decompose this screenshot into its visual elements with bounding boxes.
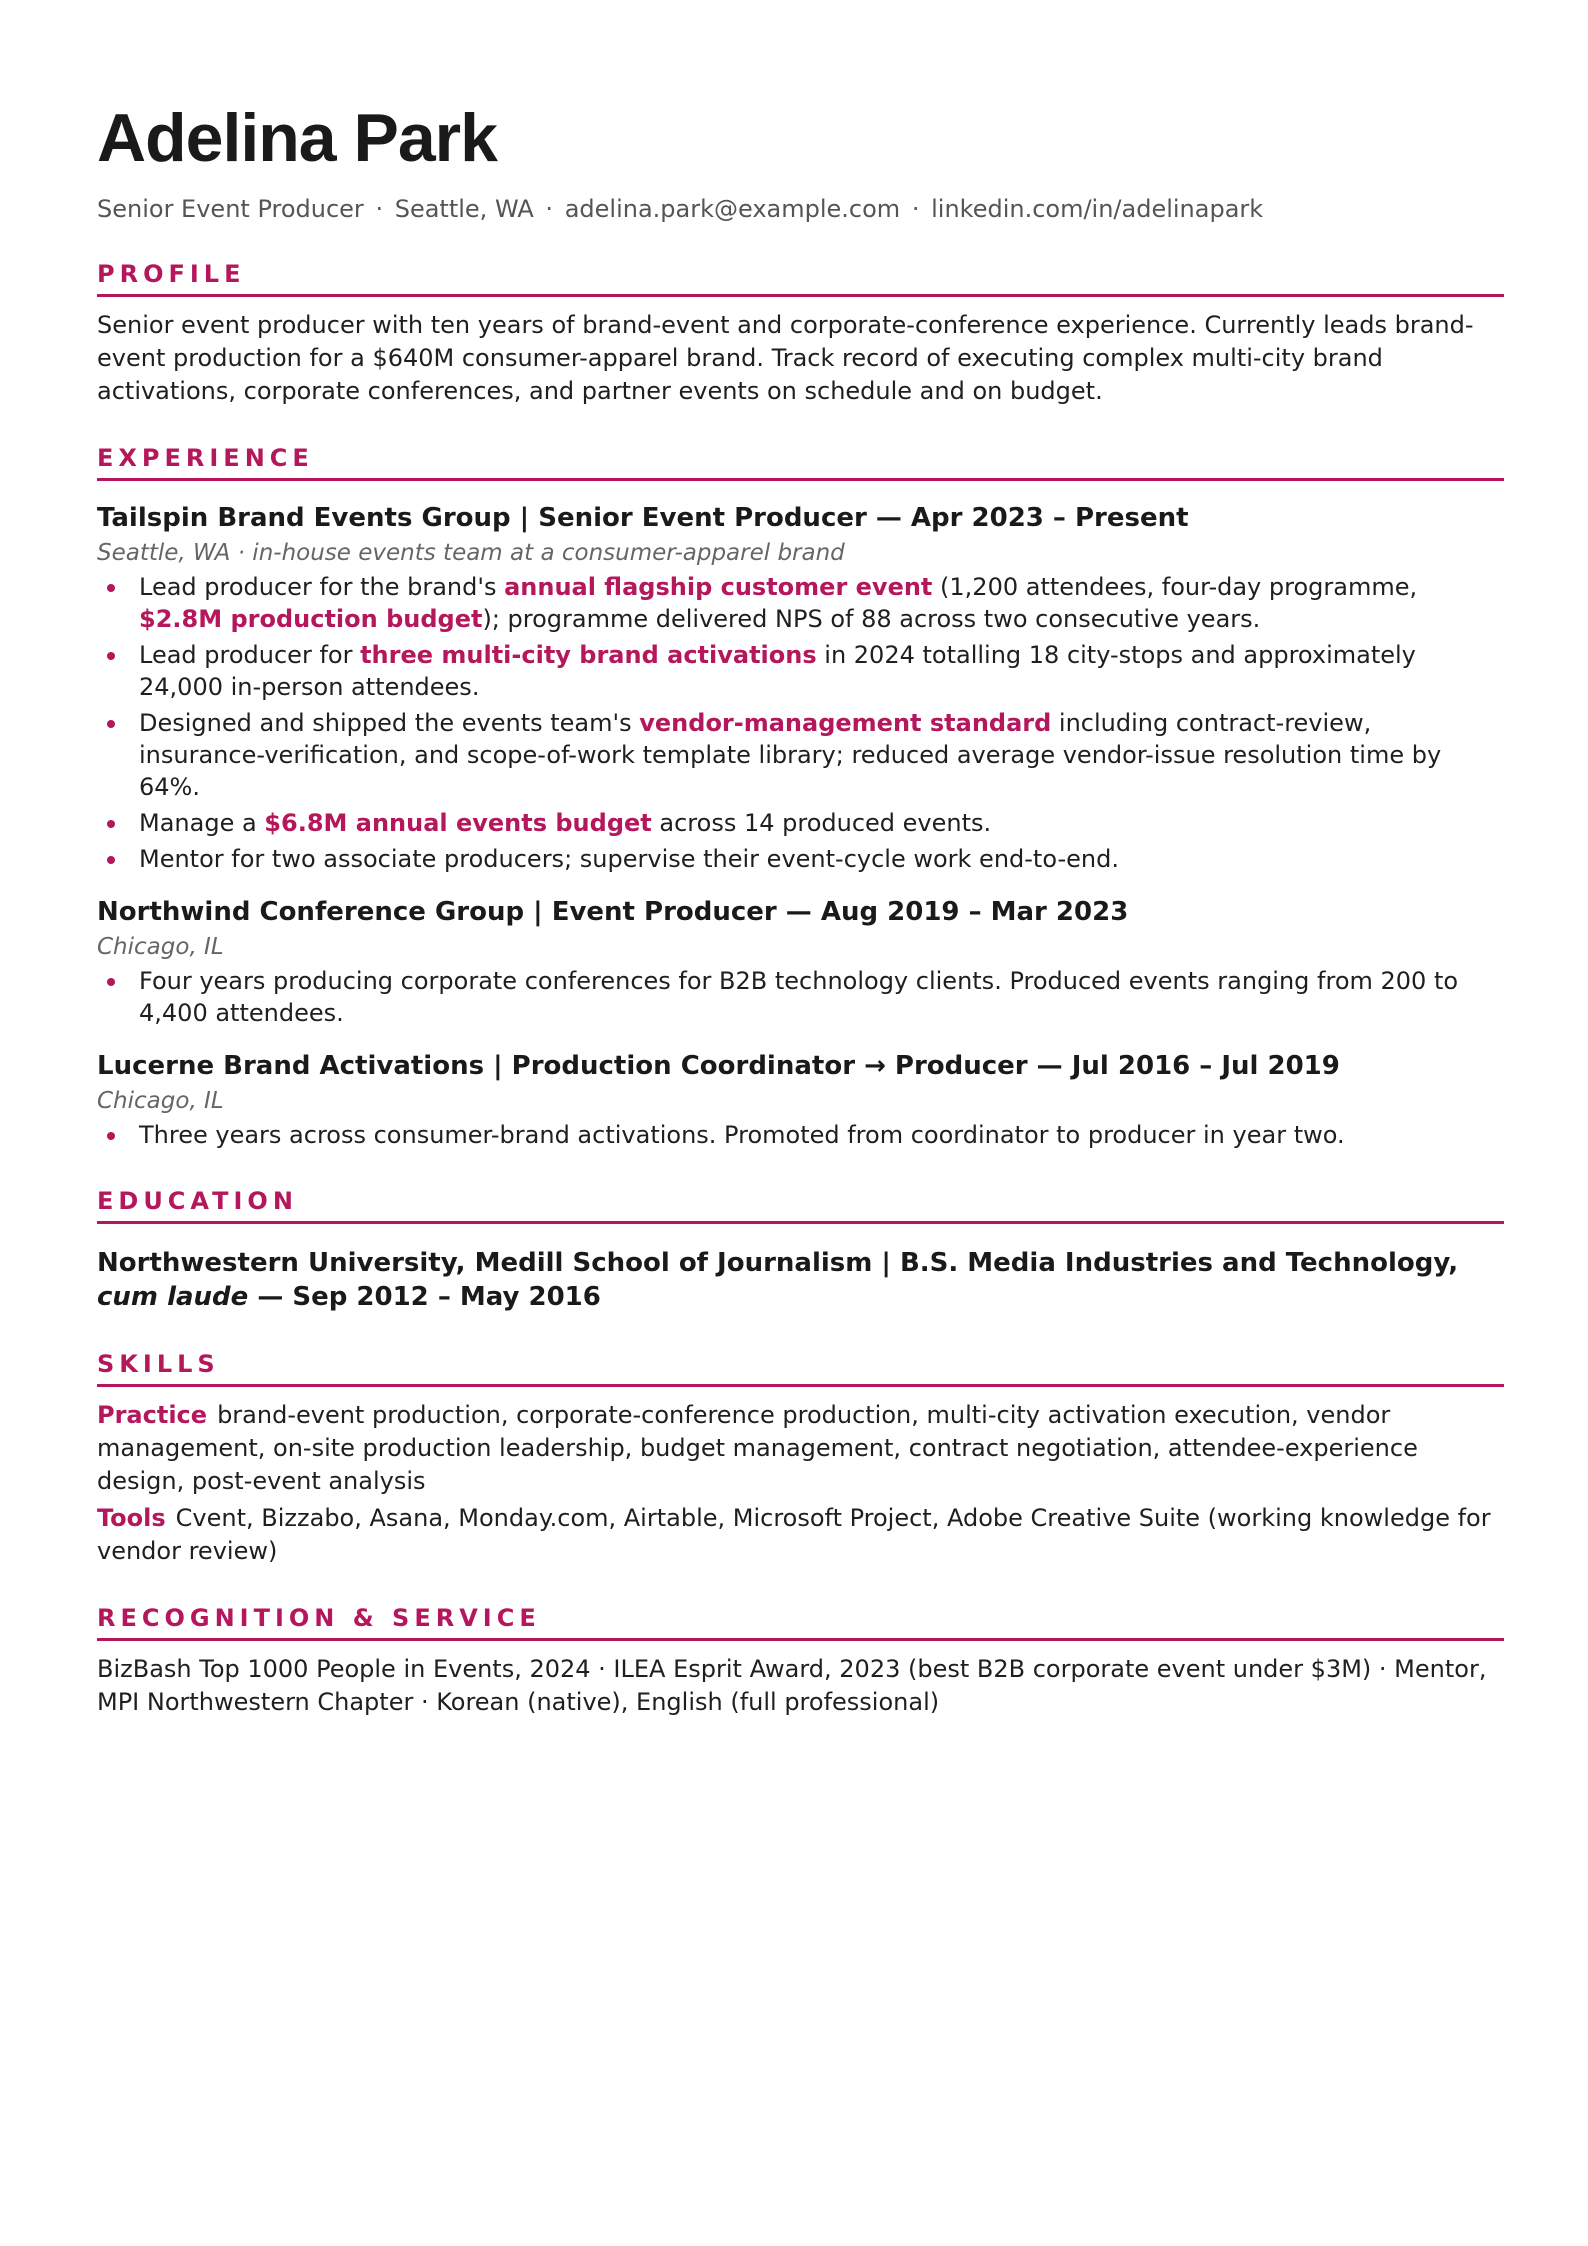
job-location: Chicago, IL bbox=[97, 1088, 224, 1114]
skill-label: Practice bbox=[97, 1401, 208, 1429]
contact-location: Seattle, WA bbox=[394, 195, 534, 223]
job-location: Seattle, WA · in-house events team at a consumer-apparel brand bbox=[97, 540, 845, 566]
contact-line bbox=[97, 194, 1504, 224]
bullet-item bbox=[97, 639, 1504, 703]
education-heading: EDUCATION bbox=[97, 1187, 1504, 1224]
bullet-text: Designed and shipped the events team's bbox=[139, 709, 640, 737]
experience-heading: EXPERIENCE bbox=[97, 444, 1504, 481]
experience-section bbox=[97, 444, 1504, 1151]
highlight-text: $6.8M annual events budget bbox=[264, 809, 652, 837]
skill-text: Cvent, Bizzabo, Asana, Monday.com, Airtable, Microsoft Project, Adobe Creative Suite (working knowledge for vendor review) bbox=[97, 1504, 1491, 1565]
bullet-text: (1,200 attendees, four-day programme, bbox=[932, 573, 1418, 601]
education-section bbox=[97, 1187, 1504, 1314]
profile-heading: PROFILE bbox=[97, 260, 1504, 297]
education-dates: — Sep 2012 – May 2016 bbox=[248, 1282, 601, 1312]
bullet-text: Lead producer for bbox=[139, 641, 361, 669]
bullet-item bbox=[97, 1119, 1504, 1151]
bullet-text: Four years producing corporate conferences for B2B technology clients. Produced events ranging from 200 to 4,400 attendees. bbox=[139, 967, 1459, 1027]
highlight-text: annual flagship customer event bbox=[504, 573, 933, 601]
experience-entry bbox=[97, 1049, 1504, 1151]
bullet-text: ); programme delivered NPS of 88 across two consecutive years. bbox=[482, 605, 1261, 633]
bullet-text: in 2024 totalling 18 city-stops and approximately 24,000 in-person attendees. bbox=[139, 641, 1416, 701]
contact-separator: · bbox=[545, 195, 554, 223]
bullet-item bbox=[97, 571, 1504, 635]
bullet-item bbox=[97, 965, 1504, 1029]
recognition-heading: RECOGNITION & SERVICE bbox=[97, 1604, 1504, 1641]
experience-entry bbox=[97, 501, 1504, 875]
experience-list bbox=[97, 501, 1504, 1151]
bullet-text: including contract-review, insurance-verification, and scope-of-work template library; reduced average vendor-issue resolution time by 64%. bbox=[139, 709, 1442, 801]
candidate-name: Adelina Park bbox=[97, 100, 497, 176]
bullet-text: Mentor for two associate producers; supervise their event-cycle work end-to-end. bbox=[139, 845, 1119, 873]
contact-linkedin[interactable]: linkedin.com/in/adelinapark bbox=[931, 195, 1264, 223]
education-honors: cum laude bbox=[97, 1282, 249, 1312]
skill-label: Tools bbox=[97, 1504, 166, 1532]
highlight-text: $2.8M production budget bbox=[139, 605, 483, 633]
education-main: Northwestern University, Medill School of Journalism | B.S. Media Industries and Technology, bbox=[97, 1248, 1459, 1278]
highlight-text: vendor-management standard bbox=[639, 709, 1052, 737]
skill-row-tools bbox=[97, 1502, 1504, 1568]
experience-entry bbox=[97, 895, 1504, 1029]
education-entry bbox=[97, 1246, 1504, 1314]
skill-row-practice bbox=[97, 1399, 1504, 1498]
job-bullets bbox=[97, 965, 1504, 1029]
bullet-text: Manage a bbox=[139, 809, 265, 837]
contact-title: Senior Event Producer bbox=[97, 195, 364, 223]
contact-separator: · bbox=[375, 195, 384, 223]
job-heading: Tailspin Brand Events Group | Senior Event Producer — Apr 2023 – Present bbox=[97, 503, 1189, 533]
job-bullets bbox=[97, 571, 1504, 875]
job-heading: Lucerne Brand Activations | Production Coordinator → Producer — Jul 2016 – Jul 2019 bbox=[97, 1051, 1340, 1081]
recognition-text: BizBash Top 1000 People in Events, 2024 · ILEA Esprit Award, 2023 (best B2B corporate event under $3M) · Mentor, MPI Northwestern Chapter · Korean (native), English (full professional) bbox=[97, 1655, 1487, 1716]
recognition-section bbox=[97, 1604, 1504, 1719]
bullet-item bbox=[97, 707, 1504, 803]
job-heading: Northwind Conference Group | Event Producer — Aug 2019 – Mar 2023 bbox=[97, 897, 1129, 927]
bullet-item bbox=[97, 807, 1504, 839]
highlight-text: three multi-city brand activations bbox=[360, 641, 817, 669]
contact-separator: · bbox=[911, 195, 920, 223]
skills-heading: SKILLS bbox=[97, 1350, 1504, 1387]
contact-email[interactable]: adelina.park@example.com bbox=[564, 195, 901, 223]
profile-section bbox=[97, 260, 1504, 408]
job-location: Chicago, IL bbox=[97, 934, 224, 960]
skill-text: brand-event production, corporate-conference production, multi-city activation execution, vendor management, on-site production leadership, budget management, contract negotiation, attendee-experience design, post-event analysis bbox=[97, 1401, 1418, 1495]
bullet-text: Lead producer for the brand's bbox=[139, 573, 505, 601]
profile-text: Senior event producer with ten years of brand-event and corporate-conference experience. Currently leads brand-event production for a $640M consumer-apparel brand. Track record of executing complex multi-city brand activations, corporate conferences, and partner events on schedule and on budget. bbox=[97, 311, 1474, 405]
bullet-item bbox=[97, 843, 1504, 875]
bullet-text: Three years across consumer-brand activations. Promoted from coordinator to producer in year two. bbox=[139, 1121, 1345, 1149]
skills-section bbox=[97, 1350, 1504, 1568]
bullet-text: across 14 produced events. bbox=[651, 809, 992, 837]
job-bullets bbox=[97, 1119, 1504, 1151]
